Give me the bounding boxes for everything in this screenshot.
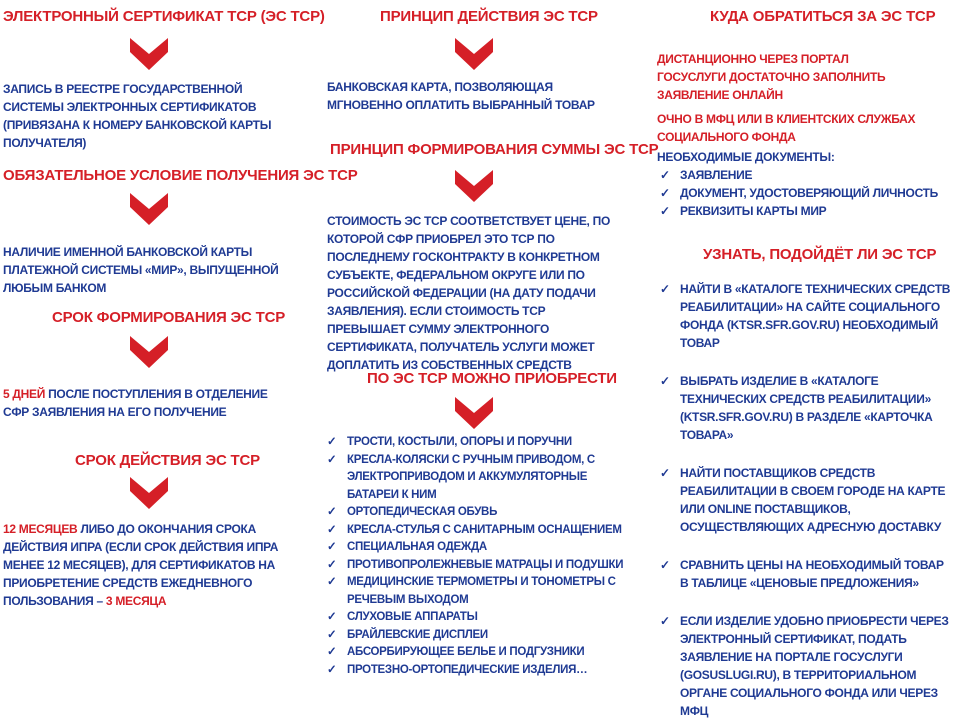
text-certificate-definition: ЗАПИСЬ В РЕЕСТРЕ ГОСУДАРСТВЕННОЙ СИСТЕМЫ ЭЛЕКТРОННЫХ СЕРТИФИКАТОВ (ПРИВЯЗАНА К НОМЕРУ БАНКОВСКОЙ КАРТЫ ПОЛУЧАТЕЛЯ) (3, 82, 272, 150)
list-item-text: КРЕСЛА-СТУЛЬЯ С САНИТАРНЫМ ОСНАЩЕНИЕМ (347, 523, 622, 536)
check-icon: ✓ (327, 506, 337, 518)
list-item-text: СЛУХОВЫЕ АППАРАТЫ (347, 611, 478, 623)
heading-where-to-apply: КУДА ОБРАТИТЬСЯ ЗА ЭС ТСР (710, 8, 936, 25)
list-item-text: БРАЙЛЕВСКИЕ ДИСПЛЕИ (347, 628, 488, 641)
text-mandatory-condition: НАЛИЧИЕ ИМЕННОЙ БАНКОВСКОЙ КАРТЫ ПЛАТЕЖНОЙ СИСТЕМЫ «МИР», ВЫПУЩЕННОЙ ЛЮБЫМ БАНКОМ (3, 245, 279, 295)
check-icon: ✓ (327, 611, 337, 623)
chevron-down-icon (455, 170, 493, 202)
list-item-text: НАЙТИ ПОСТАВЩИКОВ СРЕДСТВ РЕАБИЛИТАЦИИ В СВОЕМ ГОРОДЕ НА КАРТЕ ИЛИ ONLINE ПОСТАВЩИКОВ, ОСУЩЕСТВЛЯЮЩИХ АДРЕСНУЮ ДОСТАВКУ (680, 466, 946, 534)
purchase-item (327, 574, 627, 609)
check-icon: ✓ (327, 541, 337, 553)
suitability-step (660, 612, 955, 720)
purchase-item (327, 609, 627, 627)
heading-mandatory-condition: ОБЯЗАТЕЛЬНОЕ УСЛОВИЕ ПОЛУЧЕНИЯ ЭС ТСР (3, 167, 358, 184)
check-icon: ✓ (327, 523, 337, 536)
chevron-down-icon (130, 336, 168, 368)
list-item-text: РЕКВИЗИТЫ КАРТЫ МИР (680, 204, 827, 218)
list-item-text: ТРОСТИ, КОСТЫЛИ, ОПОРЫ И ПОРУЧНИ (347, 436, 572, 448)
list-item-text: СРАВНИТЬ ЦЕНЫ НА НЕОБХОДИМЫЙ ТОВАР В ТАБЛИЦЕ «ЦЕНОВЫЕ ПРЕДЛОЖЕНИЯ» (680, 558, 944, 590)
highlight-12-months: 12 МЕСЯЦЕВ (3, 522, 78, 536)
heading-electronic-certificate: ЭЛЕКТРОННЫЙ СЕРТИФИКАТ ТСР (ЭС ТСР) (3, 8, 325, 25)
purchase-item (327, 434, 627, 452)
heading-amount-principle: ПРИНЦИП ФОРМИРОВАНИЯ СУММЫ ЭС ТСР (330, 141, 659, 158)
list-item-text: ПРОТЕЗНО-ОРТОПЕДИЧЕСКИЕ ИЗДЕЛИЯ… (347, 663, 588, 676)
heading-check-suitability: УЗНАТЬ, ПОДОЙДЁТ ЛИ ЭС ТСР (703, 246, 937, 263)
text-formation-period (3, 385, 293, 421)
heading-validity-period: СРОК ДЕЙСТВИЯ ЭС ТСР (75, 452, 260, 469)
text-operating-principle: БАНКОВСКАЯ КАРТА, ПОЗВОЛЯЮЩАЯ МГНОВЕННО ОПЛАТИТЬ ВЫБРАННЫЙ ТОВАР (327, 80, 595, 112)
formation-period-detail: ПОСЛЕ ПОСТУПЛЕНИЯ В ОТДЕЛЕНИЕ СФР ЗАЯВЛЕНИЯ НА ЕГО ПОЛУЧЕНИЕ (3, 387, 268, 419)
check-icon: ✓ (327, 576, 337, 588)
highlight-5-days: 5 ДНЕЙ (3, 387, 46, 401)
check-icon: ✓ (327, 558, 337, 571)
check-icon: ✓ (660, 282, 670, 296)
list-item-text: НАЙТИ В «КАТАЛОГЕ ТЕХНИЧЕСКИХ СРЕДСТВ РЕАБИЛИТАЦИИ» НА САЙТЕ СОЦИАЛЬНОГО ФОНДА (KTSR.SFR.GOV.RU) НЕОБХОДИМЫЙ ТОВАР (680, 282, 951, 350)
document-item (660, 202, 950, 220)
document-item (660, 166, 950, 184)
list-item-text: ПРОТИВОПРОЛЕЖНЕВЫЕ МАТРАЦЫ И ПОДУШКИ (347, 558, 624, 571)
validity-period-detail: ЛИБО ДО ОКОНЧАНИЯ СРОКА ДЕЙСТВИЯ ИПРА (ЕСЛИ СРОК ДЕЙСТВИЯ ИПРА МЕНЕЕ 12 МЕСЯЦЕВ), ДЛЯ СЕРТИФИКАТОВ НА ПРИОБРЕТЕНИЕ СРЕДСТВ ЕЖЕДНЕВНОГО ПОЛЬЗОВАНИЯ – (3, 522, 279, 608)
check-icon: ✓ (660, 374, 670, 388)
text-in-person-application: ОЧНО В МФЦ ИЛИ В КЛИЕНТСКИХ СЛУЖБАХ СОЦИАЛЬНОГО ФОНДА (657, 112, 916, 144)
purchase-item (327, 504, 627, 522)
purchase-item (327, 662, 627, 680)
suitability-step (660, 556, 955, 592)
check-icon: ✓ (660, 204, 670, 218)
purchase-item (327, 522, 627, 540)
chevron-down-icon (130, 477, 168, 509)
documents-list (660, 166, 950, 220)
list-item-text: СПЕЦИАЛЬНАЯ ОДЕЖДА (347, 541, 487, 553)
list-item-text: ЕСЛИ ИЗДЕЛИЕ УДОБНО ПРИОБРЕСТИ ЧЕРЕЗ ЭЛЕКТРОННЫЙ СЕРТИФИКАТ, ПОДАТЬ ЗАЯВЛЕНИЕ НА ПОРТАЛЕ ГОСУСЛУГИ (GOSUSLUGI.RU), В ТЕРРИТОРИАЛЬНОМ ОРГАНЕ СОЦИАЛЬНОГО ФОНДА ИЛИ ЧЕРЕЗ МФЦ (680, 614, 949, 718)
check-icon: ✓ (660, 186, 670, 200)
text-validity-period (3, 520, 303, 610)
text-required-documents: НЕОБХОДИМЫЕ ДОКУМЕНТЫ: (657, 150, 835, 164)
text-remote-application: ДИСТАНЦИОННО ЧЕРЕЗ ПОРТАЛ ГОСУСЛУГИ ДОСТАТОЧНО ЗАПОЛНИТЬ ЗАЯВЛЕНИЕ ОНЛАЙН (657, 52, 886, 102)
purchase-items-list (327, 434, 627, 679)
list-item-text: ДОКУМЕНТ, УДОСТОВЕРЯЮЩИЙ ЛИЧНОСТЬ (680, 186, 938, 200)
chevron-down-icon (130, 38, 168, 70)
list-item-text: АБСОРБИРУЮЩЕЕ БЕЛЬЕ И ПОДГУЗНИКИ (347, 646, 585, 658)
purchase-item (327, 452, 627, 505)
check-icon: ✓ (660, 168, 670, 182)
check-icon: ✓ (660, 614, 670, 628)
chevron-down-icon (455, 397, 493, 429)
document-item (660, 184, 950, 202)
purchase-item (327, 627, 627, 645)
check-icon: ✓ (327, 628, 337, 641)
purchase-item (327, 539, 627, 557)
suitability-step (660, 464, 955, 536)
suitability-steps-list (660, 280, 955, 720)
chevron-down-icon (130, 193, 168, 225)
heading-formation-period: СРОК ФОРМИРОВАНИЯ ЭС ТСР (52, 309, 286, 326)
purchase-item (327, 557, 627, 575)
heading-can-purchase: ПО ЭС ТСР МОЖНО ПРИОБРЕСТИ (367, 370, 617, 387)
list-item-text: ЗАЯВЛЕНИЕ (680, 168, 753, 182)
list-item-text: МЕДИЦИНСКИЕ ТЕРМОМЕТРЫ И ТОНОМЕТРЫ С РЕЧЕВЫМ ВЫХОДОМ (347, 576, 616, 606)
heading-operating-principle: ПРИНЦИП ДЕЙСТВИЯ ЭС ТСР (380, 8, 598, 25)
purchase-item (327, 644, 627, 662)
text-amount-principle: СТОИМОСТЬ ЭС ТСР СООТВЕТСТВУЕТ ЦЕНЕ, ПО КОТОРОЙ СФР ПРИОБРЕЛ ЭТО ТСР ПО ПОСЛЕДНЕМУ ГОСКОНТРАКТУ В КОНКРЕТНОМ СУБЪЕКТЕ, ФЕДЕРАЛЬНОМ ОКРУГЕ ИЛИ ПО РОССИЙСКОЙ ФЕДЕРАЦИИ (НА ДАТУ ПОДАЧИ ЗАЯВЛЕНИЯ). ЕСЛИ СТОИМОСТЬ ТСР ПРЕВЫШАЕТ СУММУ ЭЛЕКТРОННОГО СЕРТИФИКАТА, ПОЛУЧАТЕЛЬ УСЛУГИ МОЖЕТ ДОПЛАТИТЬ ИЗ СОБСТВЕННЫХ СРЕДСТВ (327, 214, 610, 372)
check-icon: ✓ (660, 558, 670, 572)
suitability-step (660, 372, 955, 444)
suitability-step (660, 280, 955, 352)
list-item-text: КРЕСЛА-КОЛЯСКИ С РУЧНЫМ ПРИВОДОМ, С ЭЛЕКТРОПРИВОДОМ И АККУМУЛЯТОРНЫЕ БАТАРЕИ К НИМ (347, 453, 595, 501)
chevron-down-icon (455, 38, 493, 70)
list-item-text: ОРТОПЕДИЧЕСКАЯ ОБУВЬ (347, 506, 498, 518)
check-icon: ✓ (327, 646, 337, 658)
check-icon: ✓ (327, 453, 337, 466)
list-item-text: ВЫБРАТЬ ИЗДЕЛИЕ В «КАТАЛОГЕ ТЕХНИЧЕСКИХ СРЕДСТВ РЕАБИЛИТАЦИИ» (KTSR.SFR.GOV.RU) В РАЗДЕЛЕ «КАРТОЧКА ТОВАРА» (680, 374, 933, 442)
check-icon: ✓ (327, 663, 337, 676)
check-icon: ✓ (660, 466, 670, 480)
highlight-3-months: 3 МЕСЯЦА (105, 594, 167, 608)
check-icon: ✓ (327, 436, 337, 448)
